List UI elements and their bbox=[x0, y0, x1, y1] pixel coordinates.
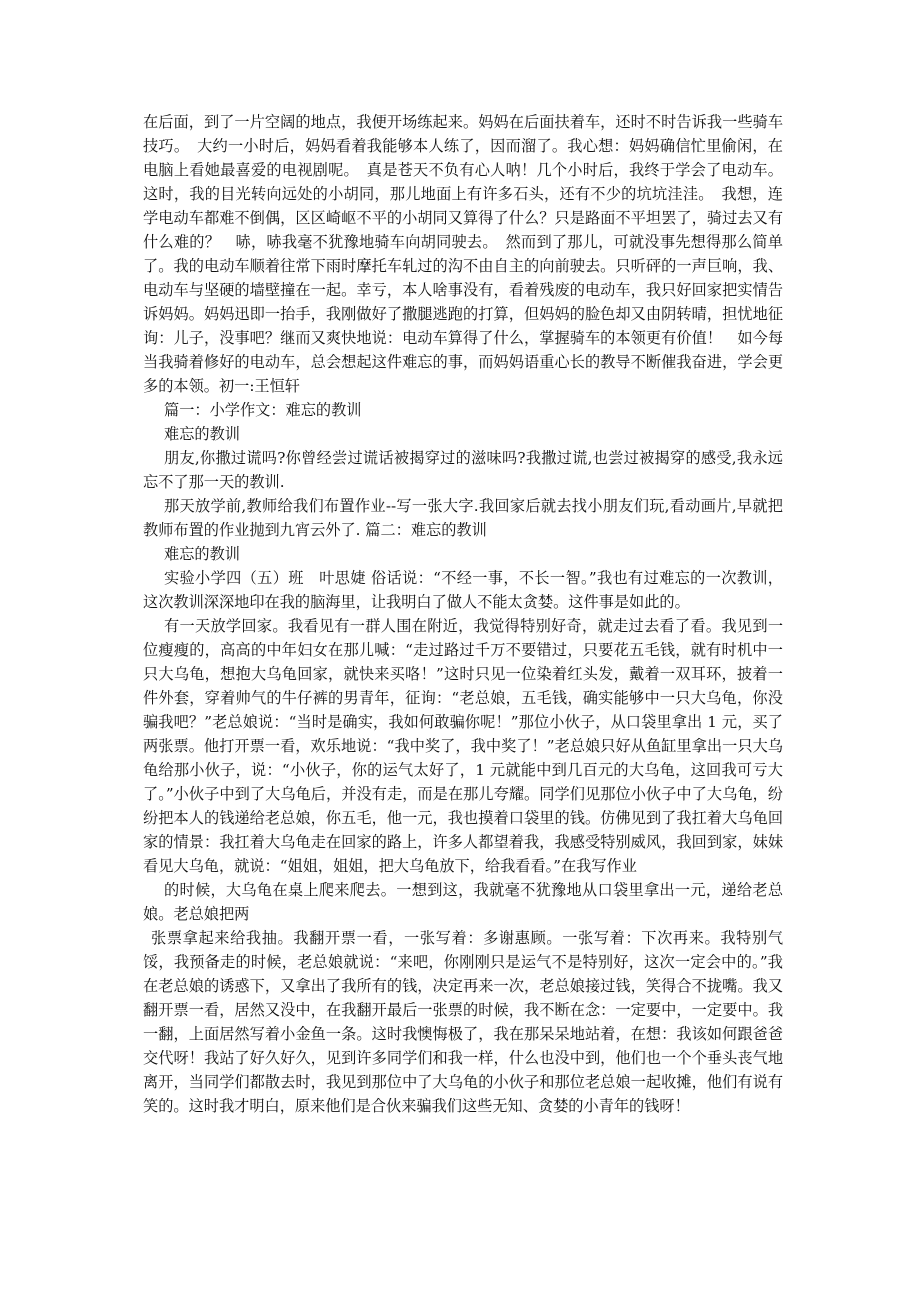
paragraph: 难忘的教训 bbox=[164, 545, 240, 563]
paragraph: 实验小学四（五）班 叶思婕 俗话说：“不经一事，不长一智。”我也有过难忘的一次教训，这次教训深深地印在我的脑海里，让我明白了做人不能太贪婪。这件事是如此的。 bbox=[143, 569, 783, 611]
paragraph: 的时候，大乌龟在桌上爬来爬去。一想到这，我就毫不犹豫地从口袋里拿出一元，递给老总娘。老总娘把两 bbox=[143, 881, 783, 923]
paragraph: 有一天放学回家。我看见有一群人围在附近，我觉得特别好奇，就走过去看了看。我见到一位瘦瘦的，高高的中年妇女在那儿喊：“走过路过千万不要错过，只要花五毛钱，就有时机中一只大乌龟，想抱大乌龟回家，就快来买咯！”这时只见一位染着红头发，戴着一双耳环，披着一件外套，穿着帅气的牛仔裤的男青年，征询：“老总娘，五毛钱，确实能够中一只大乌龟，你没骗我吧？”老总娘说：“当时是确实，我如何敢骗你呢！”那位小伙子，从口袋里拿出 1 元，买了两张票。他打开票一看，欢乐地说：“我中奖了，我中奖了！”老总娘只好从鱼缸里拿出一只大乌龟给那小伙子，说：“小伙子，你的运气太好了，1 元就能中到几百元的大乌龟，这回我可亏大了。”小伙子中到了大乌龟后，并没有走，而是在那儿夸耀。同学们见那位小伙子中了大乌龟，纷纷把本人的钱递给老总娘，你五毛，他一元，我也摸着口袋里的钱。仿佛见到了我扛着大乌龟回家的情景：我扛着大乌龟走在回家的路上，许多人都望着我，我感受特别威风，我回到家，妹妹看见大乌龟，就说：“姐姐，姐姐，把大乌龟放下，给我看看。”在我写作业 bbox=[143, 617, 783, 875]
paragraph: 篇一：小学作文：难忘的教训 bbox=[164, 401, 362, 419]
paragraph: 朋友,你撒过谎吗?你曾经尝过谎话被揭穿过的滋味吗?我撒过谎,也尝过被揭穿的感受,我永远忘不了那一天的教训. bbox=[143, 449, 783, 491]
paragraph: 在后面，到了一片空阔的地点，我便开场练起来。妈妈在后面扶着车，还时不时告诉我一些骑车技巧。 大约一小时后，妈妈看着我能够本人练了，因而溜了。我心想：妈妈确信忙里偷闲，在电脑上看她最喜爱的电视剧呢。 真是苍天不负有心人呐！几个小时后，我终于学会了电动车。这时，我的目光转向远处的小胡同，那儿地面上有许多石头，还有不少的坑坑洼洼。 我想，连学电动车都难不倒偶，区区崎岖不平的小胡同又算得了什么？只是路面不平坦罢了，骑过去又有什么难的？ 哧，哧我毫不犹豫地骑车向胡同驶去。 然而到了那儿，可就没事先想得那么简单了。我的电动车顺着往常下雨时摩托车轧过的沟不由自主的向前驶去。只听砰的一声巨响，我、电动车与坚硬的墙壁撞在一起。幸亏，本人啥事没有，看着残废的电动车，我只好回家把实情告诉妈妈。妈妈迅即一抬手，我刚做好了撒腿逃跑的打算，但妈妈的脸色却又由阴转晴，担忧地征询：儿子，没事吧？继而又爽快地说：电动车算得了什么，掌握骑车的本领更有价值！ 如今每当我骑着修好的电动车，总会想起这件难忘的事，而妈妈语重心长的教导不断催我奋进，学会更多的本领。初一:王恒轩 bbox=[143, 113, 783, 395]
paragraph: 难忘的教训 bbox=[164, 425, 240, 443]
document-body bbox=[143, 110, 783, 1118]
paragraph: 张票拿起来给我抽。我翻开票一看，一张写着：多谢惠顾。一张写着：下次再来。我特别气馁，我预备走的时候，老总娘就说：“来吧，你刚刚只是运气不是特别好，这次一定会中的。”我在老总娘的诱惑下，又拿出了我所有的钱，决定再来一次，老总娘接过钱，笑得合不拢嘴。我又翻开票一看，居然又没中，在我翻开最后一张票的时候，我不断在念：一定要中，一定要中。我一翻，上面居然写着小金鱼一条。这时我懊悔极了，我在那呆呆地站着，在想：我该如何跟爸爸交代呀！我站了好久好久，见到许多同学们和我一样，什么也没中到，他们也一个个垂头丧气地离开，当同学们都散去时，我见到那位中了大乌龟的小伙子和那位老总娘一起收摊，他们有说有笑的。这时我才明白，原来他们是合伙来骗我们这些无知、贪婪的小青年的钱呀！ bbox=[143, 929, 783, 1115]
paragraph: 那天放学前,教师给我们布置作业--写一张大字.我回家后就去找小朋友们玩,看动画片,早就把教师布置的作业抛到九宵云外了. 篇二：难忘的教训 bbox=[143, 497, 783, 539]
